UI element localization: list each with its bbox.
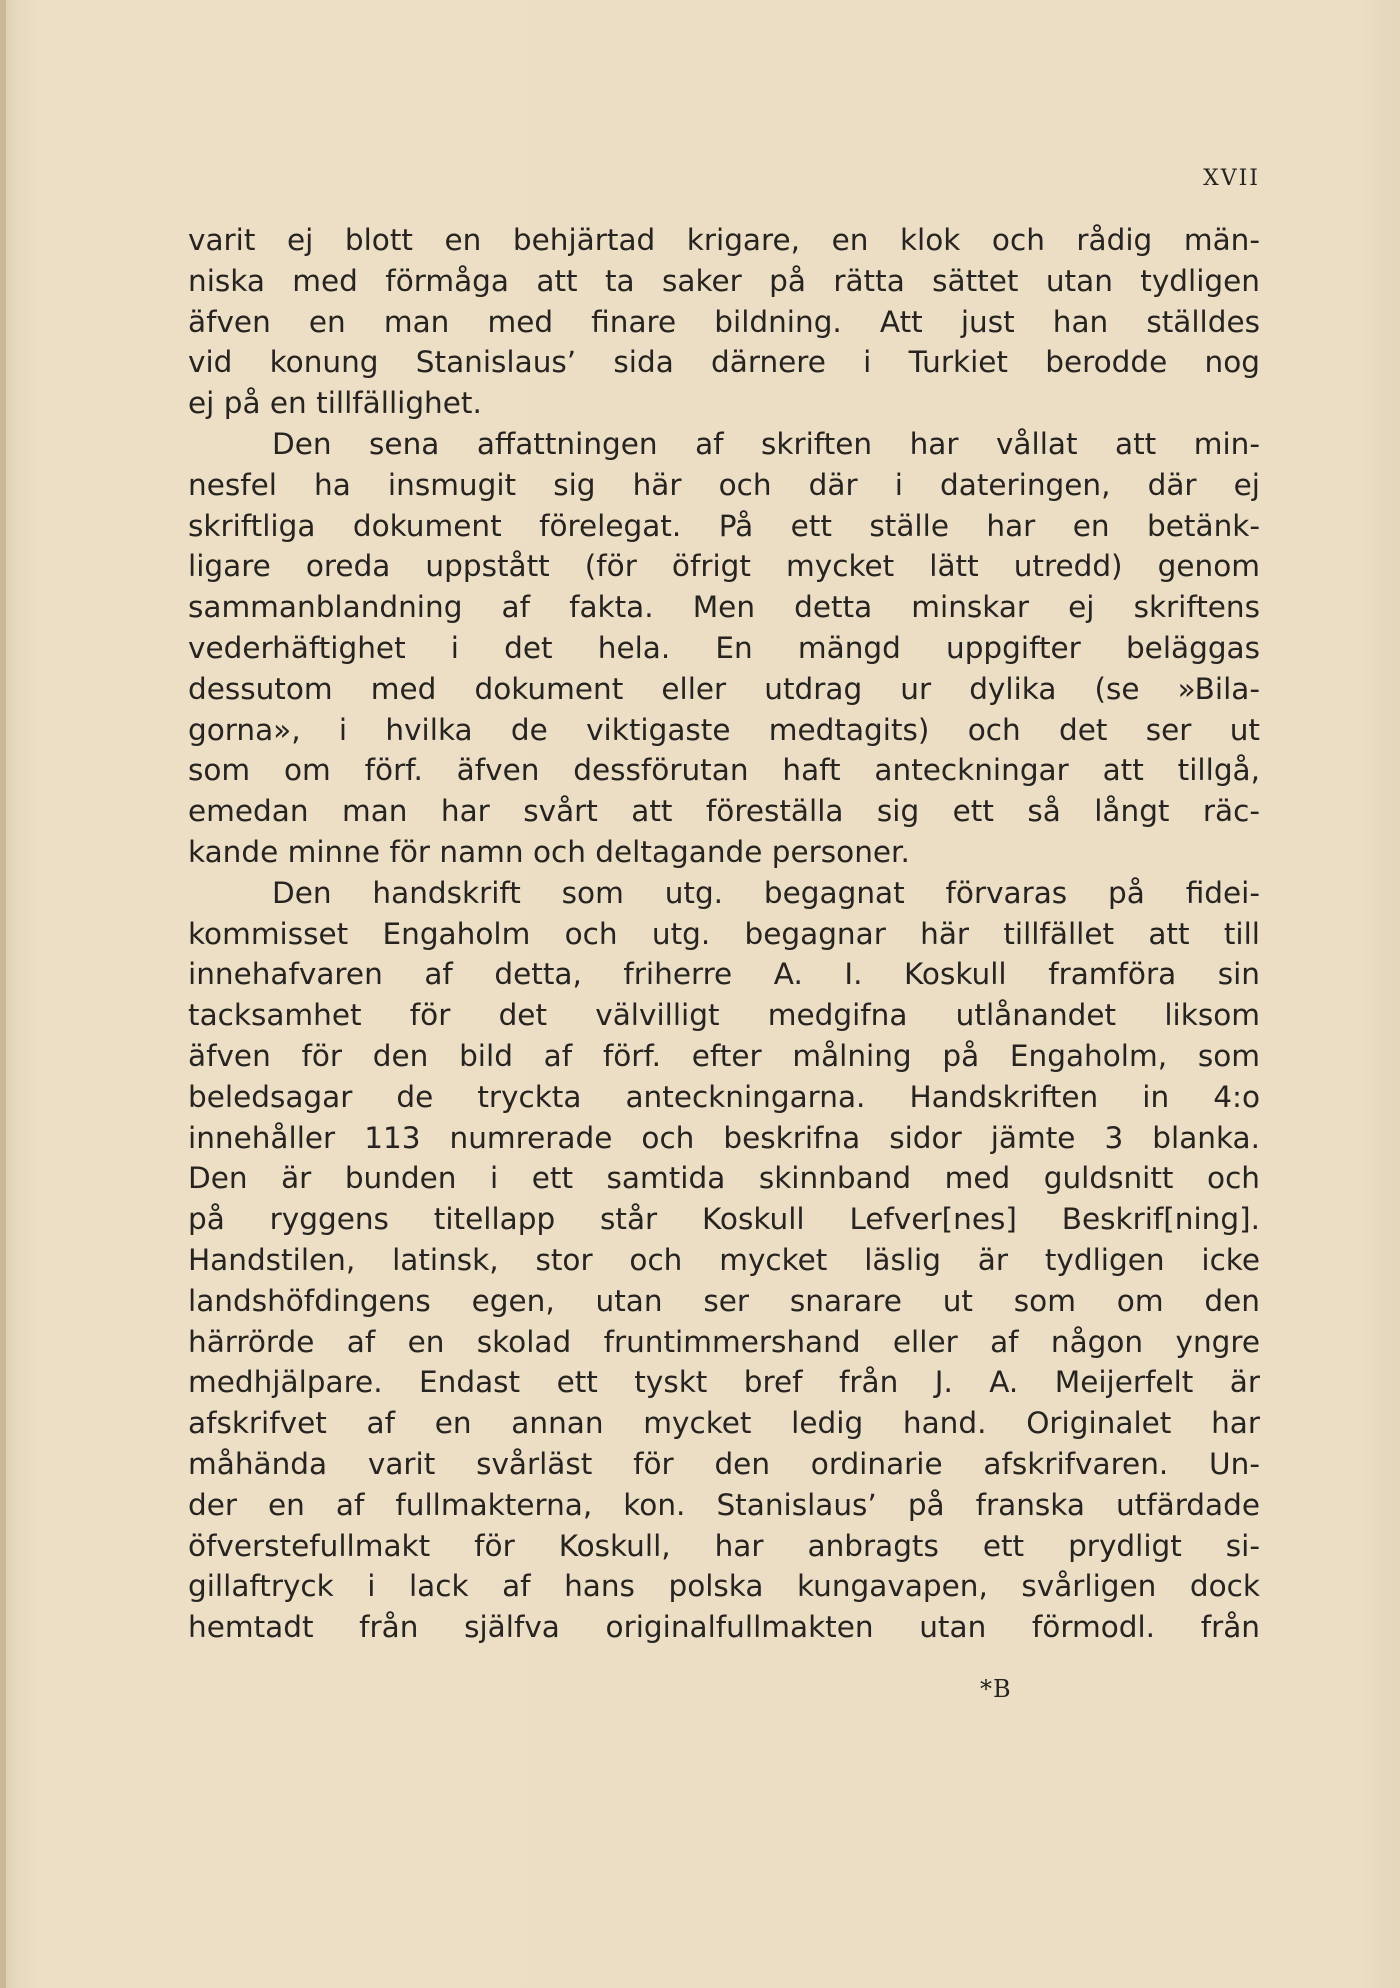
text-line: varit ej blott en behjärtad krigare, en klok och rådig män- bbox=[188, 223, 1260, 257]
text-line: innehåller 113 numrerade och beskrifna sidor jämte 3 blanka. bbox=[188, 1120, 1260, 1155]
text-line: gorna», i hvilka de viktigaste medtagits) och det ser ut bbox=[188, 712, 1260, 747]
text-line: ej på en tillfällighet. bbox=[188, 386, 482, 421]
text-line: härrörde af en skolad fruntimmershand eller af någon yngre bbox=[188, 1324, 1260, 1359]
text-line: kande minne för namn och deltagande personer. bbox=[188, 834, 910, 869]
text-line: medhjälpare. Endast ett tyskt bref från J. A. Meijerfelt är bbox=[188, 1365, 1260, 1400]
text-line: beledsagar de tryckta anteckningarna. Handskriften in 4:o bbox=[188, 1079, 1260, 1114]
binding-edge bbox=[0, 0, 6, 1988]
running-head-page-number: XVII bbox=[1203, 166, 1260, 191]
text-line: Den sena affattningen af skriften har vållat att min- bbox=[272, 426, 1260, 461]
text-line: skriftliga dokument förelegat. På ett ställe har en betänk- bbox=[188, 508, 1260, 543]
text-line: emedan man har svårt att föreställa sig ett så långt räc- bbox=[188, 794, 1260, 829]
text-line: landshöfdingens egen, utan ser snarare ut som om den bbox=[188, 1283, 1260, 1318]
text-line: innehafvaren af detta, friherre A. I. Koskull framföra sin bbox=[188, 957, 1260, 992]
text-line: niska med förmåga att ta saker på rätta sättet utan tydligen bbox=[188, 263, 1260, 298]
text-line: äfven för den bild af förf. efter målning på Engaholm, som bbox=[188, 1038, 1260, 1073]
text-line: öfverstefullmakt för Koskull, har anbragts ett prydligt si- bbox=[188, 1528, 1260, 1563]
text-line: vid konung Stanislaus’ sida därnere i Turkiet berodde nog bbox=[188, 345, 1260, 380]
text-line: kommisset Engaholm och utg. begagnar här tillfället att till bbox=[188, 916, 1260, 951]
text-line: på ryggens titellapp står Koskull Lefver[nes] Beskrif[ning]. bbox=[188, 1202, 1260, 1237]
text-line: äfven en man med finare bildning. Att just han ställdes bbox=[188, 304, 1260, 339]
text-line: Den handskrift som utg. begagnat förvaras på fidei- bbox=[272, 875, 1260, 910]
body-text bbox=[188, 220, 1260, 1648]
text-line: der en af fullmakterna, kon. Stanislaus’ på franska utfärdade bbox=[188, 1487, 1260, 1522]
text-line: afskrifvet af en annan mycket ledig hand. Originalet har bbox=[188, 1406, 1260, 1441]
text-line: Den är bunden i ett samtida skinnband med guldsnitt och bbox=[188, 1161, 1260, 1196]
text-line: tacksamhet för det välvilligt medgifna utlånandet liksom bbox=[188, 998, 1260, 1033]
text-line: gillaftryck i lack af hans polska kungavapen, svårligen dock bbox=[188, 1569, 1260, 1604]
text-line: måhända varit svårläst för den ordinarie afskrifvaren. Un- bbox=[188, 1446, 1260, 1481]
text-line: sammanblandning af fakta. Men detta minskar ej skriftens bbox=[188, 590, 1260, 625]
text-line: vederhäftighet i det hela. En mängd uppgifter beläggas bbox=[188, 630, 1260, 665]
text-line: hemtadt från själfva originalfullmakten utan förmodl. från bbox=[188, 1610, 1260, 1645]
text-line: nesfel ha insmugit sig här och där i dateringen, där ej bbox=[188, 467, 1260, 502]
text-line: Handstilen, latinsk, stor och mycket läslig är tydligen icke bbox=[188, 1242, 1260, 1277]
signature-mark: *B bbox=[980, 1675, 1012, 1703]
text-line: dessutom med dokument eller utdrag ur dylika (se »Bila- bbox=[188, 671, 1260, 706]
text-line: ligare oreda uppstått (för öfrigt mycket lätt utredd) genom bbox=[188, 549, 1260, 584]
text-line: som om förf. äfven dessförutan haft anteckningar att tillgå, bbox=[188, 753, 1260, 788]
